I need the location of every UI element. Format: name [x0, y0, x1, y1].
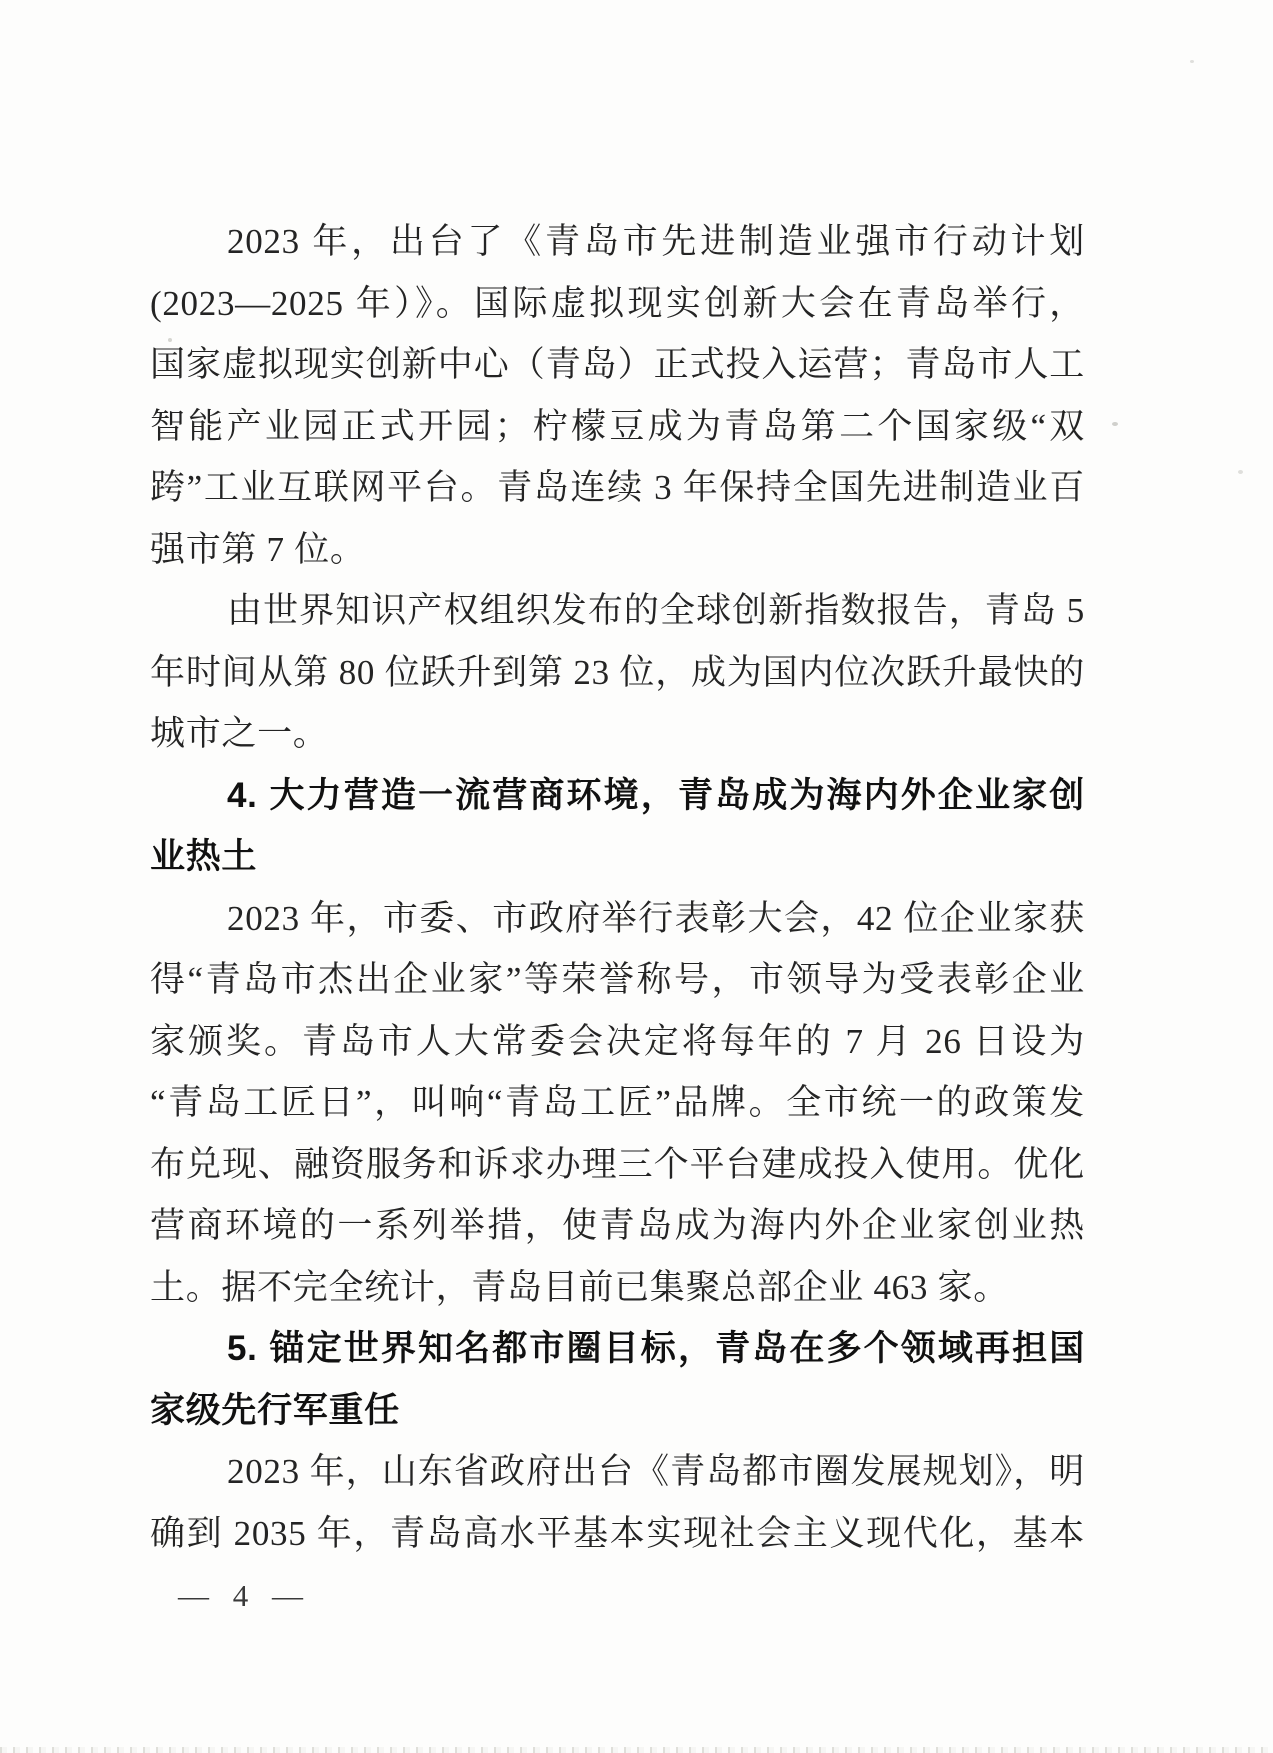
heading-line: 业热土 — [150, 837, 258, 876]
page-number: — 4 — — [178, 1578, 305, 1613]
body-line: 2023 年，山东省政府出台《青岛都市圈发展规划》，明 — [227, 1452, 1085, 1491]
body-line: 智能产业园正式开园；柠檬豆成为青岛第二个国家级“双 — [150, 406, 1085, 446]
body-line: 土。据不完全统计，青岛目前已集聚总部企业 463 家。 — [150, 1267, 1009, 1307]
heading-line: 5. 锚定世界知名都市圈目标，青岛在多个领域再担国 — [227, 1329, 1085, 1368]
body-line: 城市之一。 — [150, 714, 329, 753]
document-body — [150, 211, 1085, 1564]
heading-line: 4. 大力营造一流营商环境，青岛成为海内外企业家创 — [227, 775, 1085, 815]
scan-speck — [1238, 470, 1243, 474]
scan-edge-noise — [0, 1747, 1273, 1753]
body-line: 由世界知识产权组织发布的全球创新指数报告，青岛 5 — [227, 591, 1085, 630]
body-line: 2023 年，出台了《青岛市先进制造业强市行动计划 — [227, 222, 1085, 261]
body-line: 年时间从第 80 位跃升到第 23 位，成为国内位次跃升最快的 — [150, 652, 1085, 692]
body-line: 营商环境的一系列举措，使青岛成为海内外企业家创业热 — [150, 1206, 1085, 1245]
body-line: 家颁奖。青岛市人大常委会决定将每年的 7 月 26 日设为 — [150, 1021, 1085, 1061]
body-line: 强市第 7 位。 — [150, 529, 366, 569]
scan-speck — [1190, 60, 1194, 63]
body-line: “青岛工匠日”，叫响“青岛工匠”品牌。全市统一的政策发 — [150, 1083, 1085, 1122]
body-line: 得“青岛市杰出企业家”等荣誉称号，市领导为受表彰企业 — [150, 960, 1085, 999]
body-line: 国家虚拟现实创新中心（青岛）正式投入运营；青岛市人工 — [150, 345, 1085, 384]
body-line: 跨”工业互联网平台。青岛连续 3 年保持全国先进制造业百 — [150, 468, 1085, 507]
heading-line: 家级先行军重任 — [150, 1390, 400, 1430]
body-line: 2023 年，市委、市政府举行表彰大会，42 位企业家获 — [227, 898, 1085, 938]
scan-speck — [1112, 422, 1118, 426]
body-line: 布兑现、融资服务和诉求办理三个平台建成投入使用。优化 — [150, 1144, 1085, 1184]
scan-speck — [330, 1412, 334, 1415]
body-line: (2023—2025 年）》。国际虚拟现实创新大会在青岛举行， — [150, 283, 1085, 323]
body-line: 确到 2035 年，青岛高水平基本实现社会主义现代化，基本 — [150, 1513, 1085, 1553]
scan-speck — [168, 338, 172, 342]
